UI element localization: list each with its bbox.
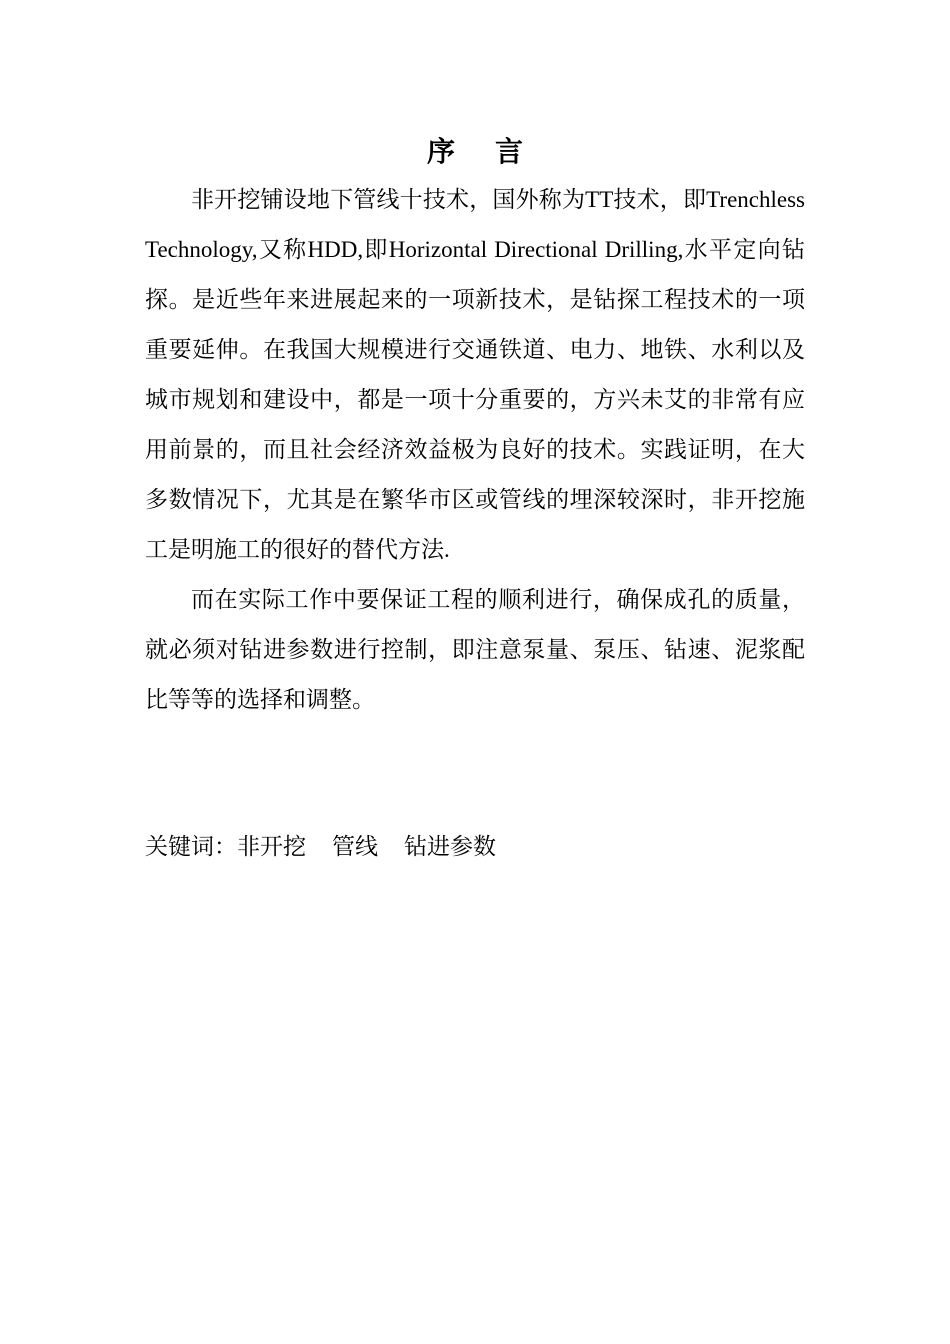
- keyword-1: 非开挖: [237, 834, 306, 859]
- preface-body: [145, 175, 805, 725]
- page-title: [0, 130, 950, 174]
- keywords-line: [145, 822, 805, 872]
- keywords-label: 关键词：: [145, 834, 237, 859]
- title-char-2: 言: [495, 135, 524, 168]
- keyword-3: 钻进参数: [404, 834, 496, 859]
- paragraph-1: 非开挖铺设地下管线十技术，国外称为TT技术，即Trenchless Technology,又称HDD,即Horizontal Directional Drilling,水平定向钻探。是近些年来进展起来的一项新技术，是钻探工程技术的一项重要延伸。在我国大规模进行交通铁道、电力、地铁、水利以及城市规划和建设中，都是一项十分重要的，方兴未艾的非常有应用前景的，而且社会经济效益极为良好的技术。实践证明，在大多数情况下，尤其是在繁华市区或管线的埋深较深时，非开挖施工是明施工的很好的替代方法.: [145, 187, 805, 562]
- paragraph-2: 而在实际工作中要保证工程的顺利进行，确保成孔的质量，就必须对钻进参数进行控制，即注意泵量、泵压、钻速、泥浆配比等等的选择和调整。: [145, 587, 805, 712]
- title-char-1: 序: [426, 135, 455, 168]
- keyword-2: 管线: [332, 834, 378, 859]
